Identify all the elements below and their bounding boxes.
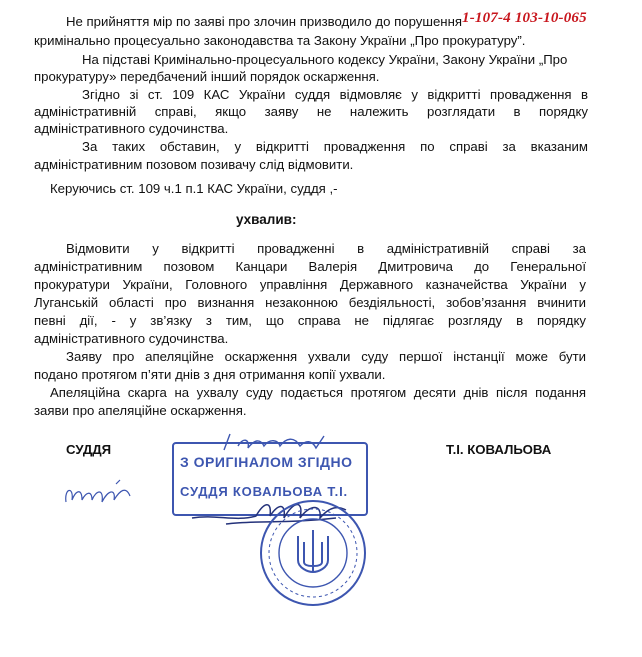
document-text-line: Луганській області про визнання незаконною бездіяльності, зобов’язання вчинити [34, 295, 586, 310]
judge-label: СУДДЯ [66, 442, 112, 457]
document-text-line: Апеляційна скарга на ухвалу суду подається протягом десяти днів після подання [50, 385, 586, 400]
stamp-text-line: З ОРИГІНАЛОМ ЗГІДНО [180, 454, 353, 470]
judge-name: Т.І. КОВАЛЬОВА [446, 442, 552, 457]
document-text-line: адміністративного судочинства. [34, 121, 229, 136]
document-text-line: За таких обставин, у відкритті провадження по справі за вказаним [82, 139, 588, 154]
ruling-heading: ухвалив: [236, 212, 297, 227]
document-text-line: прокуратури України, Головного управління Державного казначейства України у [34, 277, 586, 292]
document-text-line: Заяву про апеляційне оскарження ухвали суду першої інстанції може бути [66, 349, 586, 364]
document-text-line: Згідно зі ст. 109 КАС України суддя відмовляє у відкритті провадження в [82, 87, 588, 102]
document-text-line: прокуратуру» передбачений інший порядок оскарження. [34, 69, 380, 84]
document-text-line: подано протягом п’яти днів з дня отримання копії ухвали. [34, 367, 386, 382]
document-text-line: заяви про апеляційне оскарження. [34, 403, 247, 418]
court-seal-icon [258, 498, 368, 608]
handwritten-signature-icon [60, 478, 140, 512]
document-text-line: Не прийняття мір по заяві про злочин призводило до порушення [66, 14, 462, 29]
case-number-stamp: 1-107-4 103-10-065 [462, 10, 587, 26]
document-text-line: адміністративним позовом Канцари Валерія Дмитровича до Генеральної [34, 259, 586, 274]
document-text-line: кримінально процесуально законодавства та Закону України „Про прокуратуру”. [34, 33, 526, 48]
document-text-line: Керуючись ст. 109 ч.1 п.1 КАС України, суддя ,- [50, 181, 338, 196]
document-text-line: певні дії, - у зв’язку з тим, що справа не підлягає розгляду в порядку [34, 313, 586, 328]
document-text-line: Відмовити у відкритті провадженні в адміністративній справі за [66, 241, 586, 256]
document-text-line: адміністративним позовом позивачу слід відмовити. [34, 157, 354, 172]
document-text-line: адміністративній справі, якщо заяву не належить розглядати в порядку [34, 104, 588, 119]
document-text-line: адміністративного судочинства. [34, 331, 229, 346]
document-text-line: На підставі Кримінально-процесуального кодексу України, Закону України „Про [82, 52, 568, 67]
stamp-text-line: СУДДЯ КОВАЛЬОВА Т.І. [180, 484, 348, 499]
